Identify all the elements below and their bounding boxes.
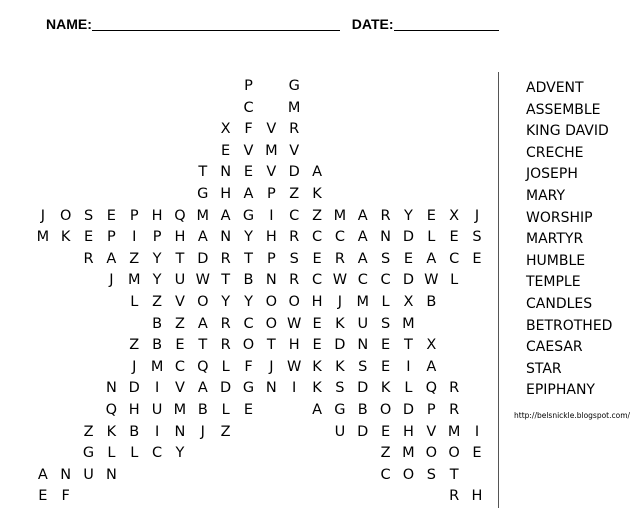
grid-letter[interactable]: N xyxy=(380,229,392,246)
grid-letter[interactable]: D xyxy=(288,164,300,181)
grid-letter[interactable]: Z xyxy=(174,315,185,332)
word-list-item: CAESAR xyxy=(526,339,583,356)
grid-letter[interactable]: E xyxy=(83,229,94,246)
grid-letter[interactable]: F xyxy=(244,121,253,138)
grid-letter[interactable]: A xyxy=(426,250,437,267)
grid-letter[interactable]: D xyxy=(220,380,232,397)
grid-letter[interactable]: K xyxy=(312,358,322,375)
grid-letter[interactable]: A xyxy=(357,229,368,246)
grid-letter[interactable]: K xyxy=(335,358,345,375)
grid-letter[interactable]: G xyxy=(242,380,255,397)
grid-letter[interactable]: Z xyxy=(312,207,323,224)
grid-letter[interactable]: N xyxy=(265,380,277,397)
grid-letter[interactable]: A xyxy=(106,250,117,267)
grid-letter[interactable]: V xyxy=(174,294,185,310)
grid-letter[interactable]: T xyxy=(449,466,459,483)
grid-letter[interactable]: O xyxy=(59,207,72,224)
grid-letter[interactable]: R xyxy=(289,229,300,246)
grid-letter[interactable]: O xyxy=(288,294,300,310)
grid-letter[interactable]: V xyxy=(266,121,277,138)
word-list-item: TEMPLE xyxy=(526,274,581,291)
grid-letter[interactable]: H xyxy=(220,186,232,202)
grid-letter[interactable]: L xyxy=(221,358,230,375)
grid-letter[interactable]: E xyxy=(106,207,116,224)
grid-letter[interactable]: Y xyxy=(244,294,253,310)
grid-letter[interactable]: Q xyxy=(105,402,118,418)
grid-letter[interactable]: G xyxy=(288,78,300,94)
grid-letter[interactable]: E xyxy=(381,358,391,375)
grid-letter[interactable]: M xyxy=(402,445,415,462)
grid-letter[interactable]: O xyxy=(379,402,392,418)
grid-letter[interactable]: C xyxy=(357,272,368,289)
grid-letter[interactable]: I xyxy=(292,380,297,397)
grid-letter[interactable]: V xyxy=(289,142,300,159)
grid-letter[interactable]: I xyxy=(269,207,274,224)
grid-letter[interactable]: C xyxy=(311,272,323,289)
grid-letter[interactable]: O xyxy=(402,466,415,483)
grid-letter[interactable]: P xyxy=(107,229,116,246)
grid-letter[interactable]: K xyxy=(60,229,71,246)
grid-letter[interactable]: J xyxy=(200,423,205,440)
name-label: NAME: xyxy=(46,16,92,32)
grid-letter[interactable]: Y xyxy=(221,294,231,310)
grid-letter[interactable]: E xyxy=(449,229,459,246)
grid-letter[interactable]: M xyxy=(265,142,278,159)
grid-letter[interactable]: U xyxy=(83,466,94,483)
grid-letter[interactable]: G xyxy=(197,186,209,202)
grid-letter[interactable]: O xyxy=(448,445,460,462)
grid-letter[interactable]: A xyxy=(197,229,208,246)
grid-letter[interactable]: I xyxy=(154,423,160,440)
grid-letter[interactable]: R xyxy=(289,272,300,289)
grid-letter[interactable]: R xyxy=(220,337,231,354)
grid-letter[interactable]: M xyxy=(333,207,347,224)
grid-letter[interactable]: R xyxy=(289,121,300,138)
grid-letter[interactable]: I xyxy=(474,423,480,440)
grid-letter[interactable]: S xyxy=(83,207,94,224)
grid-letter[interactable]: E xyxy=(403,250,414,267)
grid-letter[interactable]: E xyxy=(472,445,482,462)
grid-letter[interactable]: D xyxy=(197,250,209,267)
grid-letter[interactable]: S xyxy=(380,315,391,332)
grid-letter[interactable]: W xyxy=(287,358,302,375)
grid-letter[interactable]: E xyxy=(243,164,254,181)
grid-letter[interactable]: C xyxy=(174,358,185,375)
grid-letter[interactable]: I xyxy=(154,380,160,397)
grid-letter[interactable]: B xyxy=(197,402,208,418)
grid-letter[interactable]: O xyxy=(242,337,255,354)
grid-letter[interactable]: L xyxy=(450,272,459,289)
grid-letter[interactable]: A xyxy=(357,207,368,224)
grid-letter[interactable]: V xyxy=(426,423,437,440)
grid-letter[interactable]: X xyxy=(426,337,437,354)
grid-letter[interactable]: K xyxy=(380,380,391,397)
grid-letter[interactable]: C xyxy=(380,272,391,289)
grid-letter[interactable]: M xyxy=(356,294,369,310)
grid-letter[interactable]: A xyxy=(312,402,322,418)
grid-letter[interactable]: Q xyxy=(197,358,209,375)
grid-letter[interactable]: D xyxy=(334,337,346,354)
grid-letter[interactable]: C xyxy=(449,250,460,267)
word-list-item: HUMBLE xyxy=(526,252,586,269)
grid-letter[interactable]: O xyxy=(265,315,278,332)
grid-letter[interactable]: H xyxy=(402,423,414,440)
grid-letter[interactable]: E xyxy=(312,315,322,332)
grid-letter[interactable]: P xyxy=(129,207,139,224)
word-list-item: CRECHE xyxy=(526,144,584,161)
grid-letter[interactable]: L xyxy=(107,445,116,462)
grid-letter[interactable]: Z xyxy=(220,423,231,440)
grid-letter[interactable]: D xyxy=(402,272,415,289)
grid-letter[interactable]: P xyxy=(266,186,276,202)
grid-letter[interactable]: N xyxy=(105,466,117,483)
grid-letter[interactable]: X xyxy=(220,121,231,138)
word-list-item: MARTYR xyxy=(526,231,584,248)
grid-letter[interactable]: J xyxy=(40,207,45,224)
grid-letter[interactable]: P xyxy=(244,78,253,94)
grid-letter[interactable]: P xyxy=(152,229,162,246)
grid-letter[interactable]: P xyxy=(426,402,436,418)
grid-letter[interactable]: M xyxy=(447,423,461,440)
grid-letter[interactable]: W xyxy=(424,272,439,289)
grid-letter[interactable]: H xyxy=(151,207,163,224)
word-list-item: MARY xyxy=(526,187,566,204)
grid-letter[interactable]: C xyxy=(380,466,391,483)
grid-letter[interactable]: T xyxy=(244,250,253,267)
grid-letter[interactable]: H xyxy=(174,229,186,246)
grid-letter[interactable]: J xyxy=(132,358,137,375)
grid-letter[interactable]: B xyxy=(152,337,163,354)
grid-letter[interactable]: A xyxy=(197,380,208,397)
grid-letter[interactable]: B xyxy=(243,272,254,289)
grid-letter[interactable]: E xyxy=(38,488,48,505)
grid-letter[interactable]: H xyxy=(128,402,140,418)
grid-letter[interactable]: P xyxy=(266,250,276,267)
grid-letter[interactable]: H xyxy=(311,294,323,310)
grid-letter[interactable]: D xyxy=(402,402,415,418)
grid-letter[interactable]: M xyxy=(36,229,50,246)
grid-letter[interactable]: J xyxy=(269,358,274,375)
grid-letter[interactable]: T xyxy=(198,164,208,181)
grid-letter[interactable]: E xyxy=(381,423,391,440)
word-list-item: STAR xyxy=(526,360,562,377)
column-divider xyxy=(498,72,499,508)
grid-letter[interactable]: S xyxy=(380,250,391,267)
grid-letter[interactable]: N xyxy=(220,229,232,246)
grid-letter[interactable]: R xyxy=(449,488,460,505)
grid-letter[interactable]: U xyxy=(174,272,186,289)
grid-letter[interactable]: S xyxy=(335,380,345,397)
grid-letter[interactable]: W xyxy=(287,315,302,332)
grid-letter[interactable]: Q xyxy=(174,207,186,224)
grid-letter[interactable]: Z xyxy=(380,445,391,462)
grid-letter[interactable]: M xyxy=(287,99,301,116)
grid-letter[interactable]: W xyxy=(195,272,210,289)
grid-letter[interactable]: M xyxy=(127,272,141,289)
grid-letter[interactable]: Z xyxy=(129,337,140,354)
grid-letter[interactable]: G xyxy=(242,207,255,224)
grid-letter[interactable]: B xyxy=(357,402,368,418)
grid-letter[interactable]: U xyxy=(334,423,346,440)
grid-letter[interactable]: E xyxy=(312,250,322,267)
grid-letter[interactable]: Z xyxy=(83,423,94,440)
grid-letter[interactable]: G xyxy=(82,445,95,462)
word-list-item: WORSHIP xyxy=(526,209,593,226)
grid-letter[interactable]: M xyxy=(173,402,187,418)
grid-letter[interactable]: T xyxy=(221,272,231,289)
grid-letter[interactable]: Z xyxy=(129,250,140,267)
grid-letter[interactable]: A xyxy=(220,207,231,224)
grid-letter[interactable]: M xyxy=(150,358,164,375)
grid-letter[interactable]: M xyxy=(196,207,210,224)
grid-letter[interactable]: A xyxy=(426,358,437,375)
grid-letter[interactable]: X xyxy=(403,294,414,310)
grid-letter[interactable]: E xyxy=(472,250,482,267)
grid-letter[interactable]: S xyxy=(426,466,436,483)
grid-letter[interactable]: B xyxy=(152,315,163,332)
grid-letter[interactable]: E xyxy=(221,142,231,159)
grid-letter[interactable]: V xyxy=(174,380,185,397)
grid-letter[interactable]: J xyxy=(474,207,480,224)
grid-letter[interactable]: E xyxy=(175,337,185,354)
word-list-item: JOSEPH xyxy=(526,166,578,183)
grid-letter[interactable]: A xyxy=(37,466,48,483)
grid-letter[interactable]: N xyxy=(174,423,186,440)
grid-letter[interactable]: C xyxy=(311,229,323,246)
grid-letter[interactable]: H xyxy=(471,488,483,505)
grid-letter[interactable]: A xyxy=(243,186,254,202)
grid-letter[interactable]: F xyxy=(244,358,253,375)
grid-letter[interactable]: C xyxy=(152,445,163,462)
grid-letter[interactable]: L xyxy=(404,380,413,397)
grid-letter[interactable]: N xyxy=(357,337,369,354)
grid-letter[interactable]: E xyxy=(381,337,391,354)
grid-letter[interactable]: M xyxy=(402,315,415,332)
grid-letter[interactable]: T xyxy=(175,250,185,267)
grid-letter[interactable]: R xyxy=(449,380,460,397)
grid-letter[interactable]: Y xyxy=(152,250,162,267)
grid-letter[interactable]: J xyxy=(337,294,343,310)
grid-letter[interactable]: A xyxy=(357,250,368,267)
grid-letter[interactable]: R xyxy=(334,250,345,267)
grid-letter[interactable]: V xyxy=(266,164,277,181)
word-list-item: BETROTHED xyxy=(526,317,613,334)
grid-letter[interactable]: R xyxy=(83,250,94,267)
grid-letter[interactable]: T xyxy=(266,337,276,354)
grid-letter[interactable]: L xyxy=(130,294,139,310)
word-list-item: CANDLES xyxy=(526,295,593,312)
grid-letter[interactable]: D xyxy=(402,229,415,246)
grid-letter[interactable]: S xyxy=(472,229,482,246)
grid-letter[interactable]: N xyxy=(265,272,277,289)
grid-letter[interactable]: D xyxy=(128,380,140,397)
grid-letter[interactable]: R xyxy=(380,207,391,224)
grid-letter[interactable]: K xyxy=(312,186,322,202)
word-list-item: KING DAVID xyxy=(526,123,609,140)
date-label: DATE: xyxy=(351,16,394,32)
grid-letter[interactable]: U xyxy=(357,315,369,332)
grid-letter[interactable]: C xyxy=(243,99,254,116)
grid-letter[interactable]: O xyxy=(265,294,278,310)
grid-letter[interactable]: N xyxy=(105,380,117,397)
word-list-item: ADVENT xyxy=(526,80,584,96)
grid-letter[interactable]: J xyxy=(109,272,114,289)
word-list-item: ASSEMBLE xyxy=(526,101,601,118)
grid-letter[interactable]: I xyxy=(132,229,137,246)
grid-letter[interactable]: N xyxy=(220,164,232,181)
grid-letter[interactable]: K xyxy=(335,315,345,332)
grid-letter[interactable]: N xyxy=(60,466,72,483)
grid-letter[interactable]: S xyxy=(289,250,299,267)
grid-letter[interactable]: E xyxy=(426,207,436,224)
grid-letter[interactable]: B xyxy=(426,294,437,310)
grid-letter[interactable]: C xyxy=(334,229,345,246)
word-list-item: EPIPHANY xyxy=(526,382,595,399)
grid-letter[interactable]: E xyxy=(312,337,322,354)
grid-letter[interactable]: H xyxy=(265,229,277,246)
grid-letter[interactable]: D xyxy=(357,423,369,440)
grid-letter[interactable]: K xyxy=(312,380,322,397)
grid-letter[interactable]: A xyxy=(312,164,322,181)
grid-letter[interactable]: Q xyxy=(425,380,437,397)
grid-letter[interactable]: O xyxy=(425,445,437,462)
grid-letter[interactable]: Z xyxy=(152,294,163,310)
grid-letter[interactable]: F xyxy=(61,488,70,505)
grid-letter[interactable]: C xyxy=(243,315,254,332)
grid-letter[interactable]: Y xyxy=(175,445,185,462)
grid-letter[interactable]: L xyxy=(221,402,230,418)
grid-letter[interactable]: W xyxy=(332,272,348,289)
grid-letter[interactable]: R xyxy=(220,315,231,332)
grid-letter[interactable]: E xyxy=(243,402,254,418)
grid-letter[interactable]: O xyxy=(197,294,209,310)
grid-letter[interactable]: R xyxy=(449,402,460,418)
grid-letter[interactable]: I xyxy=(406,358,411,375)
grid-letter[interactable]: B xyxy=(129,423,140,440)
grid-letter[interactable]: S xyxy=(358,358,368,375)
grid-letter[interactable]: L xyxy=(381,294,390,310)
grid-letter[interactable]: Y xyxy=(404,207,413,224)
grid-letter[interactable]: H xyxy=(288,337,300,354)
word-list xyxy=(526,78,612,402)
grid-letter[interactable]: L xyxy=(130,445,139,462)
grid-letter[interactable]: A xyxy=(197,315,208,332)
grid-letter[interactable]: U xyxy=(151,402,163,418)
grid-letter[interactable]: C xyxy=(289,207,300,224)
grid-letter[interactable]: Z xyxy=(289,186,300,202)
grid-letter[interactable]: R xyxy=(220,250,231,267)
grid-letter[interactable]: G xyxy=(334,402,346,418)
grid-letter[interactable]: V xyxy=(243,142,254,159)
grid-letter[interactable]: D xyxy=(357,380,369,397)
grid-letter[interactable]: L xyxy=(427,229,436,246)
grid-letter[interactable]: T xyxy=(404,337,413,354)
grid-letter[interactable]: T xyxy=(198,337,208,354)
grid-letter[interactable]: Y xyxy=(152,272,162,289)
grid-letter[interactable]: K xyxy=(106,423,117,440)
grid-letter[interactable]: X xyxy=(449,207,460,224)
grid-letter[interactable]: Y xyxy=(244,229,253,246)
blog-url: http://belsnickle.blogspot.com/ xyxy=(514,411,631,420)
